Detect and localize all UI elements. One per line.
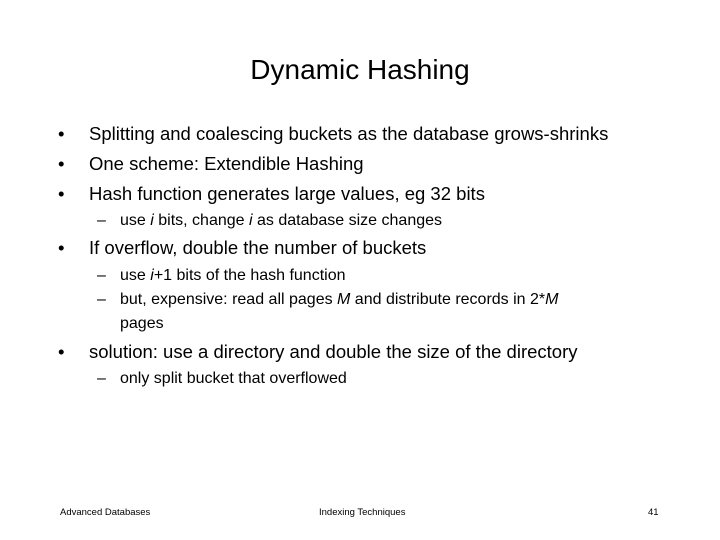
bullet-dot: • xyxy=(58,341,65,362)
sub-item-text: only split bucket that overflowed xyxy=(120,370,347,387)
sub-item-text xyxy=(120,266,346,286)
italic-variable: i xyxy=(150,267,154,284)
bullet-dot: • xyxy=(58,237,65,258)
footer-topic: Indexing Techniques xyxy=(319,507,406,518)
bullet-text: Splitting and coalescing buckets as the database grows-shrinks xyxy=(89,123,609,144)
text-run: bits, change xyxy=(153,212,249,229)
italic-variable: i xyxy=(150,212,154,229)
bullet-text: If overflow, double the number of buckets xyxy=(89,237,427,258)
text-run: use xyxy=(120,212,151,229)
text-run: +1 bits of the hash function xyxy=(153,267,346,284)
bullet-text: solution: use a directory and double the size of the directory xyxy=(89,341,578,362)
sub-bullet-dash: – xyxy=(97,291,106,308)
footer-course-name: Advanced Databases xyxy=(60,507,151,518)
footer-page-number: 41 xyxy=(648,507,659,518)
sub-bullet-dash: – xyxy=(97,370,106,387)
sub-bullet-dash: – xyxy=(97,267,106,284)
text-run: but, expensive: read all pages xyxy=(120,291,338,308)
text-run: use xyxy=(120,267,151,284)
slide-title: Dynamic Hashing xyxy=(250,54,470,85)
bullet-text: Hash function generates large values, eg 32 bits xyxy=(89,183,485,204)
text-run: and distribute records in 2* xyxy=(350,291,546,308)
sub-item-text: pages xyxy=(120,315,164,332)
text-run: as database size changes xyxy=(252,212,443,229)
bullet-text: One scheme: Extendible Hashing xyxy=(89,153,364,174)
bullet-dot: • xyxy=(58,123,65,144)
sub-bullet-dash: – xyxy=(97,212,106,229)
italic-variable: M xyxy=(337,291,351,308)
italic-variable: i xyxy=(248,212,253,229)
bullet-dot: • xyxy=(58,153,65,174)
sub-item-text xyxy=(120,290,558,310)
bullet-dot: • xyxy=(58,183,65,204)
italic-variable: M xyxy=(545,291,559,308)
sub-item-text xyxy=(120,211,442,231)
